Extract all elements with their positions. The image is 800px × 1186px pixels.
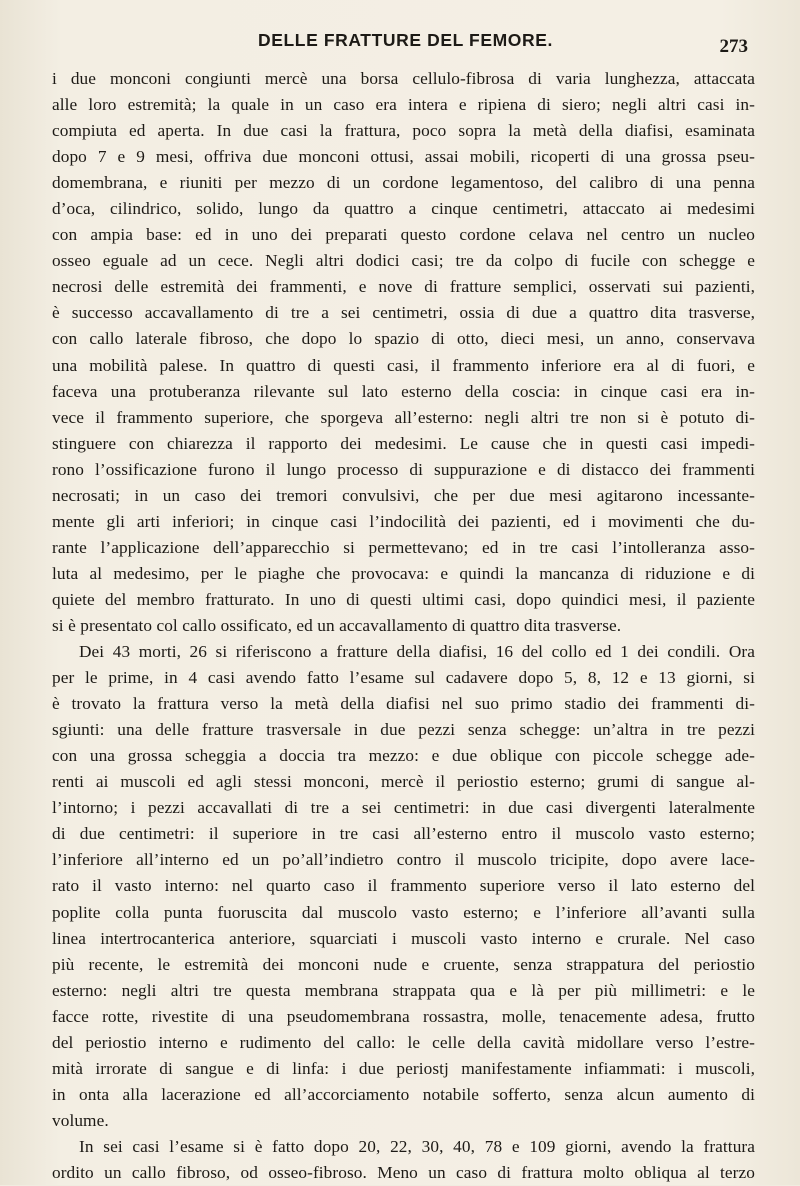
text-line: volume. xyxy=(52,1110,109,1130)
text-line: stinguere con chiarezza il rapporto dei medesimi. Le cause che in questi casi impedi- xyxy=(52,433,755,453)
text-line: osseo eguale ad un cece. Negli altri dodici casi; tre da colpo di fucile con schegge e xyxy=(52,251,755,271)
body-text xyxy=(52,66,755,1186)
text-line: vece il frammento superiore, che sporgeva all’esterno: negli altri tre non si è potuto di- xyxy=(52,407,755,427)
text-line: necrosi delle estremità dei frammenti, e nove di fratture semplici, osservati sui pazienti, xyxy=(52,277,755,297)
text-line: luta al medesimo, per le piaghe che provocava: e quindi la mancanza di riduzione e di xyxy=(52,563,755,583)
text-line: mità irrorate di sangue e di linfa: i due periostj manifestamente infiammati: i muscoli, xyxy=(52,1058,755,1078)
text-line: Dei 43 morti, 26 si riferiscono a fratture della diafisi, 16 del collo ed 1 dei condili. Ora xyxy=(79,642,755,662)
page-header xyxy=(0,16,800,56)
text-line: linea intertrocanterica anteriore, squarciati i muscoli vasto interno e crurale. Nel caso xyxy=(52,928,755,948)
text-line: rato il vasto interno: nel quarto caso il frammento superiore verso il lato esterno del xyxy=(52,876,755,896)
text-line: compiuta ed aperta. In due casi la frattura, poco sopra la metà della diafisi, esaminata xyxy=(52,121,755,141)
text-line: esterno: negli altri tre questa membrana strappata qua e là per più millimetri: e le xyxy=(52,980,755,1000)
text-line: renti ai muscoli ed agli stessi monconi, mercè il periostio esterno; grumi di sangue al- xyxy=(52,772,755,792)
text-line: i due monconi congiunti mercè una borsa cellulo-fibrosa di varia lunghezza, attaccata xyxy=(52,69,755,88)
text-line: alle loro estremità; la quale in un caso era intera e ripiena di siero; negli altri casi in- xyxy=(52,95,755,115)
text-line: faceva una protuberanza rilevante sul lato esterno della coscia: in cinque casi era in- xyxy=(52,381,755,401)
text-line: rono l’ossificazione furono il lungo processo di suppurazione e di distacco dei frammenti xyxy=(52,459,755,479)
text-line: d’oca, cilindrico, solido, lungo da quattro a cinque centimetri, attaccato ai medesimi xyxy=(52,199,755,219)
text-line: rante l’applicazione dell’apparecchio si permettevano; ed in tre casi l’intolleranza asso- xyxy=(52,537,755,557)
text-line: In sei casi l’esame si è fatto dopo 20, 22, 30, 40, 78 e 109 giorni, avendo la frattura xyxy=(79,1136,755,1156)
text-line: sgiunti: una delle fratture trasversale in due pezzi senza schegge: un’altra in tre pezzi xyxy=(52,720,755,740)
text-line: l’intorno; i pezzi accavallati di tre a sei centimetri: in due casi divergenti lateralmente xyxy=(52,798,755,818)
text-line: una mobilità palese. In quattro di questi casi, il frammento inferiore era al di fuori, e xyxy=(52,355,755,375)
text-line: necrosati; in un caso dei tremori convulsivi, che per due mesi agitarono incessante- xyxy=(52,485,755,505)
text-line: poplite colla punta fuoruscita dal muscolo vasto esterno; e l’inferiore all’avanti sulla xyxy=(52,902,755,922)
text-line: quiete del membro fratturato. In uno di questi ultimi casi, dopo quindici mesi, il paziente xyxy=(52,589,755,609)
text-line: l’inferiore all’interno ed un po’all’indietro contro il muscolo tricipite, dopo avere lace- xyxy=(52,850,755,870)
page-number: 273 xyxy=(719,36,748,57)
text-line: domembrana, e riuniti per mezzo di un cordone legamentoso, del calibro di una penna xyxy=(52,173,755,193)
text-line: facce rotte, rivestite di una pseudomembrana rossastra, molle, tenacemente adesa, frutto xyxy=(52,1006,755,1026)
text-line: con callo laterale fibroso, che dopo lo spazio di otto, dieci mesi, un anno, conservava xyxy=(52,329,755,349)
text-line: è trovato la frattura verso la metà della diafisi nel suo primo stadio dei frammenti di- xyxy=(52,694,755,714)
running-head: DELLE FRATTURE DEL FEMORE. xyxy=(258,30,553,50)
text-line: più recente, le estremità dei monconi nude e cruente, senza strappatura del periostio xyxy=(52,954,755,974)
text-line: con una grossa scheggia a doccia tra mezzo: e due oblique con piccole schegge ade- xyxy=(52,746,755,766)
text-line: ordito un callo fibroso, od osseo-fibroso. Meno un caso di frattura molto obliqua al terzo xyxy=(52,1162,755,1182)
text-line: si è presentato col callo ossificato, ed un accavallamento di quattro dita trasverse. xyxy=(52,615,622,635)
text-line: con ampia base: ed in uno dei preparati questo cordone celava nel centro un nucleo xyxy=(52,225,755,245)
text-line: dopo 7 e 9 mesi, offriva due monconi ottusi, assai mobili, ricoperti di una grossa pseu- xyxy=(52,147,755,167)
text-line: di due centimetri: il superiore in tre casi all’esterno entro il muscolo vasto esterno; xyxy=(52,824,755,844)
text-line: in onta alla lacerazione ed all’accorciamento notabile sofferto, senza alcun aumento di xyxy=(52,1084,755,1104)
text-line: del periostio interno e rudimento del callo: le celle della cavità midollare verso l’estre- xyxy=(52,1032,755,1052)
text-line: è successo accavallamento di tre a sei centimetri, ossia di due a quattro dita trasverse, xyxy=(52,303,755,323)
text-line: mente gli arti inferiori; in cinque casi l’indocilità dei pazienti, ed i movimenti che du- xyxy=(52,511,755,531)
text-line: per le prime, in 4 casi avendo fatto l’esame sul cadavere dopo 5, 8, 12 e 13 giorni, si xyxy=(52,668,755,688)
